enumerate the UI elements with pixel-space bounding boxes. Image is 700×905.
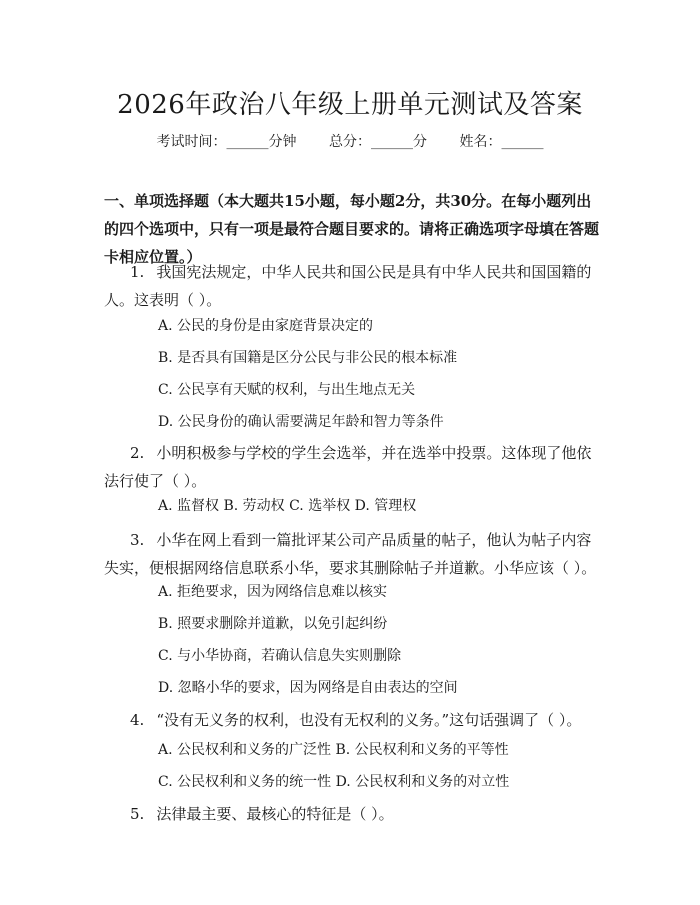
total-score-field: 总分：______分	[329, 134, 427, 150]
question-1-option-d: D. 公民身份的确认需要满足年龄和智力等条件	[158, 414, 444, 430]
section-heading: 一、单项选择题（本大题共15小题，每小题2分，共30分。在每小题列出的四个选项中，只有一项是最符合题目要求的。请将正确选项字母填在答题卡相应位置。）	[104, 192, 600, 266]
question-number: 1.	[130, 263, 145, 281]
question-3	[104, 526, 604, 582]
exam-meta	[0, 131, 700, 151]
question-3-option-b: B. 照要求删除并道歉，以免引起纠纷	[158, 616, 388, 632]
question-3-option-c: C. 与小华协商，若确认信息失实则删除	[158, 648, 402, 664]
question-stem: 法律最主要、最核心的特征是（ ）。	[156, 805, 394, 823]
question-3-option-a: A. 拒绝要求，因为网络信息难以核实	[158, 584, 388, 600]
student-name-field: 姓名：______	[459, 134, 544, 150]
question-1-option-c: C. 公民享有天赋的权利，与出生地点无关	[158, 382, 416, 398]
question-stem: 小华在网上看到一篇批评某公司产品质量的帖子，他认为帖子内容失实，便根据网络信息联系小华，要求其删除帖子并道歉。小华应该（ ）。	[104, 531, 597, 577]
question-4	[104, 706, 604, 734]
exam-time-field: 考试时间：______分钟	[156, 134, 297, 150]
question-number: 4.	[130, 711, 145, 729]
question-stem: 小明积极参与学校的学生会选举，并在选举中投票。这体现了他依法行使了（ ）。	[104, 444, 592, 490]
question-number: 3.	[130, 531, 145, 549]
question-1-option-a: A. 公民的身份是由家庭背景决定的	[158, 318, 374, 334]
question-4-options-cd: C. 公民权利和义务的统一性 D. 公民权利和义务的对立性	[158, 774, 510, 790]
question-stem: “没有无义务的权利，也没有无权利的义务。”这句话强调了（ ）。	[156, 711, 582, 729]
question-5	[104, 800, 604, 828]
question-stem: 我国宪法规定，中华人民共和国公民是具有中华人民共和国国籍的人。这表明（ ）。	[104, 263, 592, 309]
question-4-options-ab: A. 公民权利和义务的广泛性 B. 公民权利和义务的平等性	[158, 742, 509, 758]
question-3-option-d: D. 忽略小华的要求，因为网络是自由表达的空间	[158, 680, 458, 696]
question-2	[104, 439, 604, 495]
question-number: 2.	[130, 444, 145, 462]
document-title: 2026年政治八年级上册单元测试及答案	[117, 90, 583, 120]
question-number: 5.	[130, 805, 145, 823]
question-2-options: A. 监督权 B. 劳动权 C. 选举权 D. 管理权	[158, 498, 417, 514]
question-1-option-b: B. 是否具有国籍是区分公民与非公民的根本标准	[158, 350, 458, 366]
question-1	[104, 258, 604, 314]
